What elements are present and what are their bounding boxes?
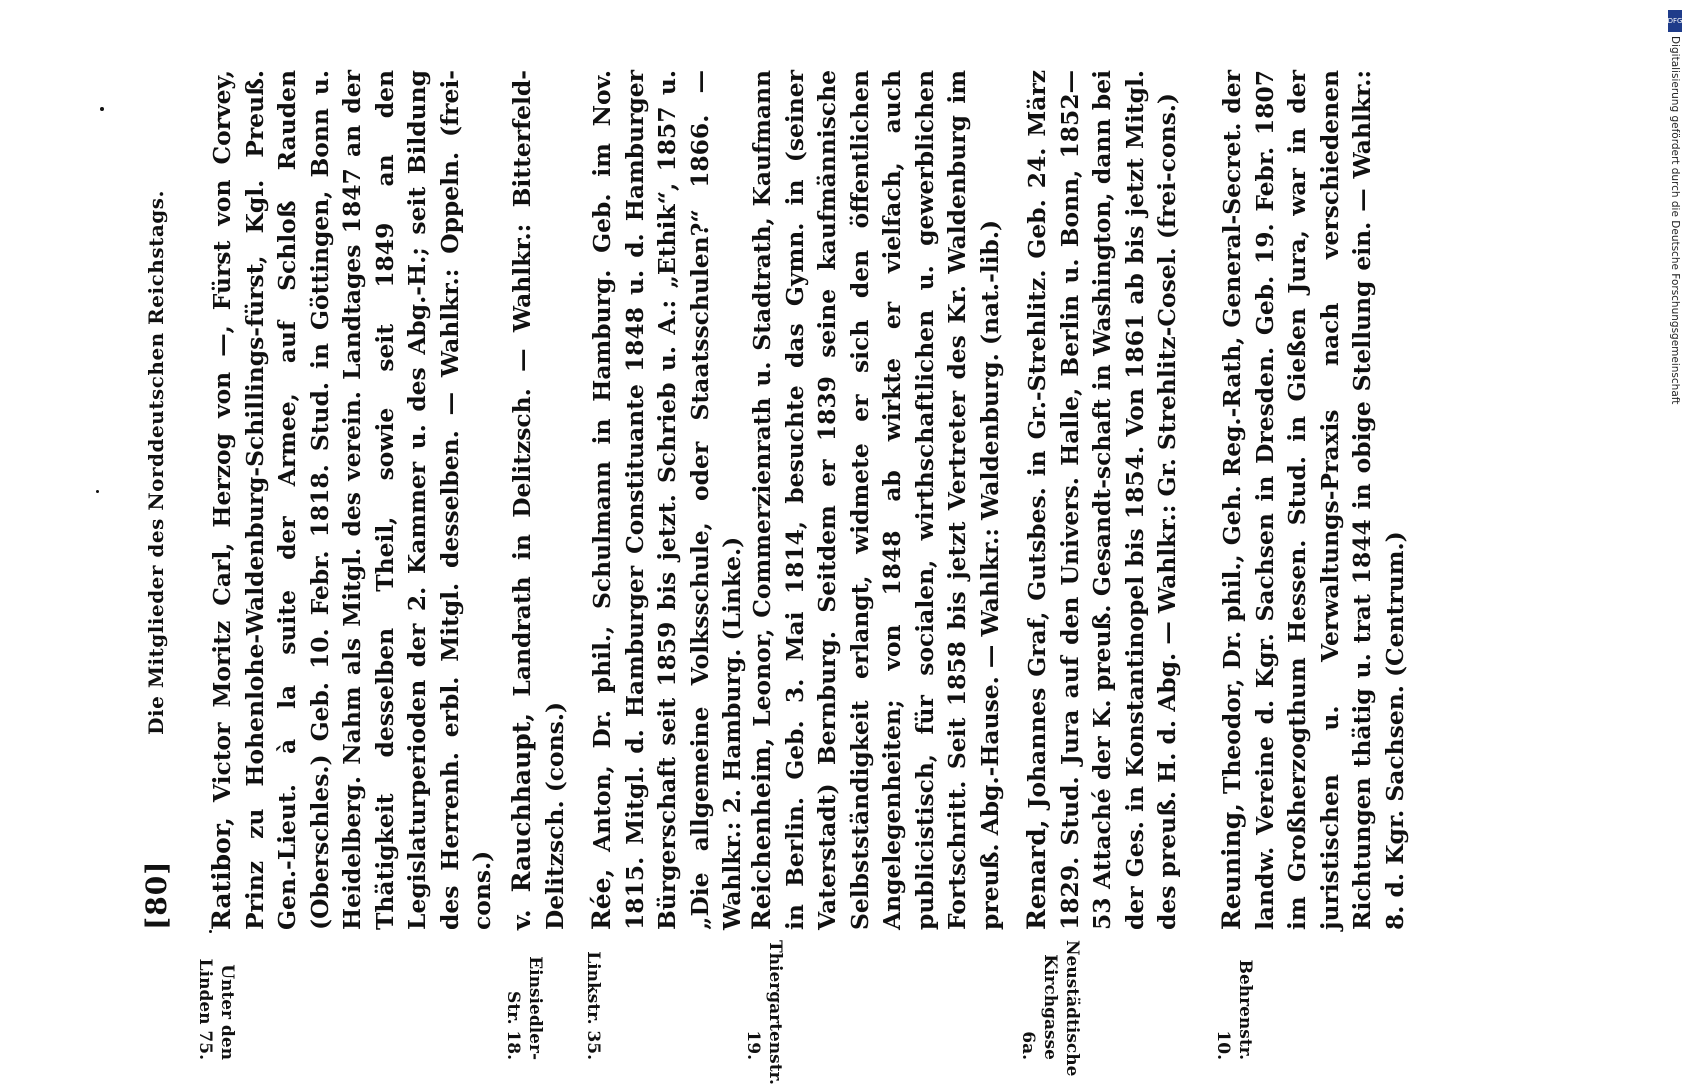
scan-speck xyxy=(96,490,99,493)
entry-name: Reichenheim, xyxy=(747,737,776,930)
address-reuning: Behrenstr. 10. xyxy=(1213,959,1255,1060)
entry-name: Rée, xyxy=(587,868,616,930)
entry-text: Victor Moritz Carl, Herzog von —, Fürst von Corvey, Prinz zu Hohenlohe-Waldenburg-Schillings-fürst, Kgl. Preuß. Gen.-Lieut. à la suite der Armee, auf Schloß Rauden (Oberschles.) Geb. 10. Febr. 1818. Stud. in Göttingen, Bonn u. Heidelberg. Nahm als Mitgl. des verein. Landtages 1847 an der Thätigkeit desselben Theil, sowie seit 1849 an den Legislaturperioden der 2. Kammer u. des Abg.-H.; seit Bildung des Herrenh. erbl. Mitgl. desselben. — Wahlkr.: Oppeln. (frei-cons.) xyxy=(208,70,496,930)
entry-rauchhaupt xyxy=(506,70,571,930)
address-ratibor: Unter den Linden 75. xyxy=(195,958,237,1060)
address-ree: Linkstr. 35. xyxy=(583,951,603,1060)
entry-ratibor xyxy=(206,70,499,930)
entry-renard xyxy=(1021,70,1184,930)
entry-ree xyxy=(586,70,749,930)
running-title: Die Mitglieder des Norddeutschen Reichstags. xyxy=(144,190,168,735)
page-header xyxy=(136,70,176,930)
rotated-page xyxy=(136,70,1686,1085)
scan-speck xyxy=(100,107,104,111)
dfg-logo: DFG xyxy=(1668,10,1682,32)
scan-speck xyxy=(209,930,212,933)
entry-reuning xyxy=(1216,70,1411,930)
address-reichenheim: Thiergartenstr. 19. xyxy=(743,940,785,1085)
address-rauchhaupt: Einsiedler-Str. 18. xyxy=(503,956,545,1060)
entry-text: Landrath in Delitzsch. — Wahlkr.: Bitterfeld-Delitzsch. (cons.) xyxy=(508,70,569,930)
dfg-note: Digitalisierung gefördert durch die Deutsche Forschungsgemeinschaft xyxy=(1669,36,1681,405)
entry-text: Johannes Graf, Gutsbes. in Gr.-Strehlitz. Geb. 24. März 1829. Stud. Jura auf den Univers. Halle, Berlin u. Bonn, 1852—53 Attaché der K. preuß. Gesandt-schaft in Washington, dann bei der Ges. in Konstantinopel bis 1854. Von 1861 ab bis jetzt Mitgl. des preuß. H. d. Abg. — Wahlkr.: Gr. Strehlitz-Cosel. (frei-cons.) xyxy=(1023,70,1181,930)
entry-text: Theodor, Dr. phil., Geh. Reg.-Rath, General-Secret. der landw. Vereine d. Kgr. Sachsen in Dresden. Geb. 19. Febr. 1807 im Großherzogthum Hessen. Stud. in Gießen Jura, war in der juristischen u. Verwaltungs-Praxis nach verschiedenen Richtungen thätig u. trat 1844 in obige Stellung ein. — Wahlkr.: 8. d. Kgr. Sachsen. (Centrum.) xyxy=(1218,70,1409,930)
entry-text: Anton, Dr. phil., Schulmann in Hamburg. Geb. im Nov. 1815. Mitgl. d. Hamburger Constituante 1848 u. d. Hamburger Bürgerschaft seit 1859 bis jetzt. Schrieb u. A.: „Ethik“, 1857 u. „Die allgemeine Volksschule, oder Staatsschulen?“ 1866. — Wahlkr.: 2. Hamburg. (Linke.) xyxy=(588,70,746,930)
entry-name: Renard, xyxy=(1022,819,1051,930)
entry-text: Leonor, Commerzienrath u. Stadtrath, Kaufmann in Berlin. Geb. 3. Mai 1814, besuchte das Gymn. in (seiner Vaterstadt) Bernburg. Seitdem er 1839 seine kaufmännische Selbstständigkeit erlangt, widmete er sich den öffentlichen Angelegenheiten; von 1848 ab wirkte er vielfach, auch publicistisch, für socialen, wirthschaftlichen u. gewerblichen Fortschritt. Seit 1858 bis jetzt Vertreter des Kr. Waldenburg im preuß. Abg.-Hause. — Wahlkr.: Waldenburg. (nat.-lib.) xyxy=(748,70,1004,930)
entry-name: Ratibor, xyxy=(207,817,236,930)
entry-name: v. Rauchhaupt, xyxy=(507,712,536,930)
entry-name: Reuning, xyxy=(1217,803,1246,930)
page-number: [80] xyxy=(139,860,173,930)
entry-reichenheim xyxy=(746,70,1006,930)
address-renard: Neustädtische Kirchgasse 6a. xyxy=(1018,940,1082,1077)
